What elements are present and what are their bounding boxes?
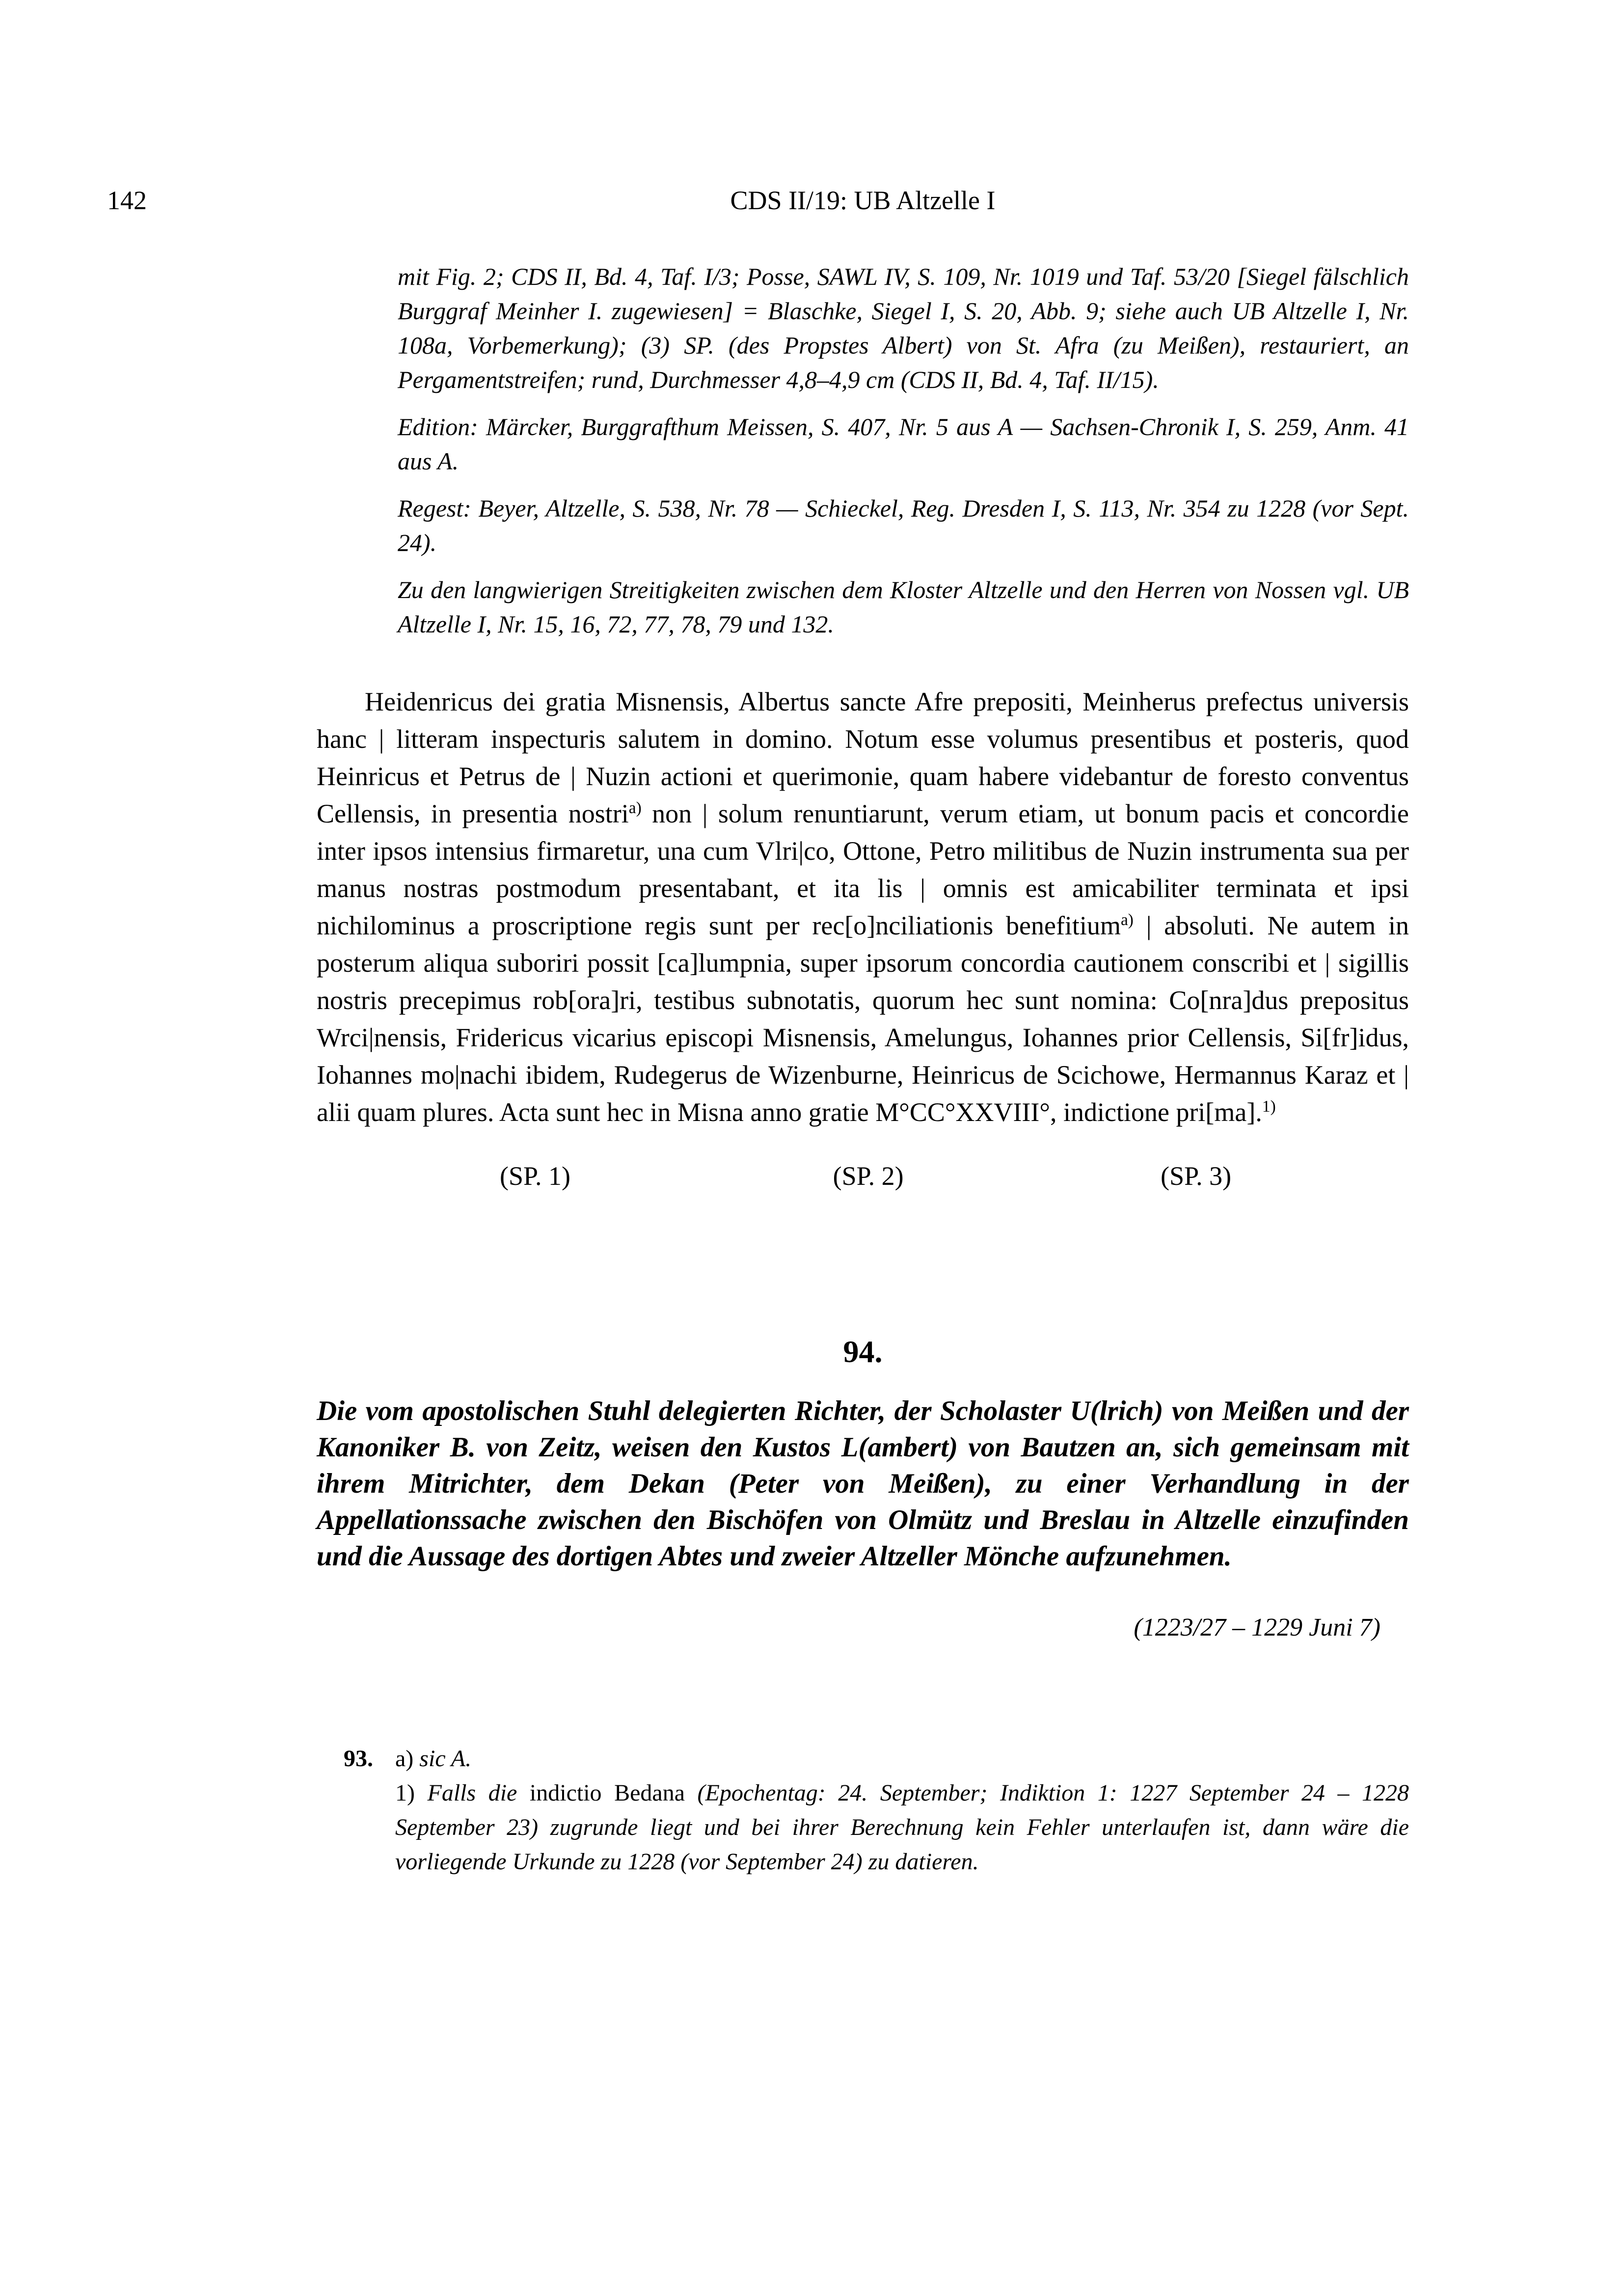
footnote-a-label: a) bbox=[395, 1745, 414, 1772]
charter-text bbox=[317, 683, 1409, 1131]
footnote-line-a bbox=[317, 1742, 1409, 1776]
footnote-1-roman-term: indictio Bedana bbox=[529, 1779, 685, 1806]
running-title: CDS II/19: UB Altzelle I bbox=[730, 186, 996, 215]
footnote-a-text: sic A. bbox=[419, 1745, 472, 1772]
apparatus-regest: Regest: Beyer, Altzelle, S. 538, Nr. 78 — Schieckel, Reg. Dresden I, S. 113, Nr. 354 zu 1228 (vor Sept. 24). bbox=[398, 494, 1409, 556]
text-column bbox=[317, 0, 1409, 1879]
apparatus-block bbox=[317, 259, 1409, 641]
seal-row bbox=[317, 1157, 1409, 1195]
footnote-1-label: 1) bbox=[395, 1779, 415, 1806]
page-number: 142 bbox=[107, 186, 147, 215]
entry-summary: Die vom apostolischen Stuhl delegierten Richter, der Scholaster U(lrich) von Meißen und der Kanoniker B. von Zeitz, weisen den Kustos L(ambert) von Bautzen an, sich gemeinsam mit ihrem Mitrichter, dem Dekan (Peter von Meißen), zu einer Verhandlung in der Appellationssache zwischen den Bischöfen von Olmütz und Breslau in Altzelle einzufinden und die Aussage des dortigen Abtes und zweier Altzeller Mönche aufzunehmen. bbox=[317, 1395, 1409, 1572]
seal-label-3: (SP. 3) bbox=[1161, 1161, 1232, 1191]
charter-note-a-marker-2: a) bbox=[1120, 911, 1134, 929]
entry-number-heading: 94. bbox=[843, 1334, 883, 1369]
apparatus-description: mit Fig. 2; CDS II, Bd. 4, Taf. I/3; Posse, SAWL IV, S. 109, Nr. 1019 und Taf. 53/20 [Siegel fälschlich Burggraf Meinher I. zugewiesen] = Blaschke, Siegel I, S. 20, Abb. 9; siehe auch UB Altzelle I, Nr. 108a, Vorbemerkung); (3) SP. (des Propstes Albert) von St. Afra (zu Meißen), restauriert, an Pergamentstreifen; rund, Durchmesser 4,8–4,9 cm (CDS II, Bd. 4, Taf. II/15). bbox=[398, 263, 1409, 393]
seal-label-2: (SP. 2) bbox=[833, 1161, 904, 1191]
footnote-1-italic-rest: (Epochentag: 24. September; Indiktion 1: 1227 September 24 – 1228 September 23) zugrunde liegt und bei ihrer Berechnung kein Fehler unterlaufen ist, dann wäre die vorliegende Urkunde zu 1228 (vor September 24) zu datieren. bbox=[395, 1779, 1409, 1875]
charter-text-part2: non | solum renuntiarunt, verum etiam, ut bonum pacis et concordie inter ipsos intensius firmaretur, una cum Vlri|co, Ottone, Petro militibus de Nuzin instrumenta sua per manus nostras postmodum presentabant, et ita lis | omnis est amicabiliter terminata et ipsi nichilominus a proscriptione regis sunt per rec[o]nciliationis benefitium bbox=[317, 799, 1409, 940]
footnote-charter-number: 93. bbox=[344, 1745, 373, 1772]
apparatus-edition: Edition: Märcker, Burggrafthum Meissen, S. 407, Nr. 5 aus A — Sachsen-Chronik I, S. 259, Anm. 41 aus A. bbox=[398, 413, 1409, 475]
charter-footnote-1-marker: 1) bbox=[1262, 1097, 1276, 1116]
footnote-1-italic-lead: Falls die bbox=[427, 1779, 517, 1806]
seal-label-1: (SP. 1) bbox=[499, 1161, 571, 1191]
footnotes-block bbox=[317, 1742, 1409, 1879]
apparatus-remark: Zu den langwierigen Streitigkeiten zwischen dem Kloster Altzelle und den Herren von Nossen vgl. UB Altzelle I, Nr. 15, 16, 72, 77, 78, 79 und 132. bbox=[398, 576, 1409, 638]
footnote-1 bbox=[317, 1776, 1409, 1879]
entry-date: (1223/27 – 1229 Juni 7) bbox=[1134, 1613, 1380, 1641]
charter-text-part3: | absoluti. Ne autem in posterum aliqua suboriri possit [ca]lumpnia, super ipsorum concordia cautionem conscribi et | sigillis nostris precepimus rob[ora]ri, testibus subnotatis, quorum hec sunt nomina: Co[nra]dus prepositus Wrci|nensis, Fridericus vicarius episcopi Misnensis, Amelungus, Iohannes prior Cellensis, Si[fr]idus, Iohannes mo|nachi ibidem, Rudegerus de Wizenburne, Heinricus de Scichowe, Hermannus Karaz et | alii quam plures. Acta sunt hec in Misna anno gratie M°CC°XXVIII°, indictione pri[ma]. bbox=[317, 911, 1409, 1127]
charter-note-a-marker: a) bbox=[628, 799, 642, 817]
charter-text-part1: Heidenricus dei gratia Misnensis, Albertus sancte Afre prepositi, Meinherus prefectus universis hanc | litteram inspecturis salutem in domino. Notum esse volumus presentibus et posteris, quod Heinricus et Petrus de | Nuzin actioni et querimonie, quam habere videbantur de foresto conventus Cellensis, in presentia nostri bbox=[317, 687, 1409, 828]
